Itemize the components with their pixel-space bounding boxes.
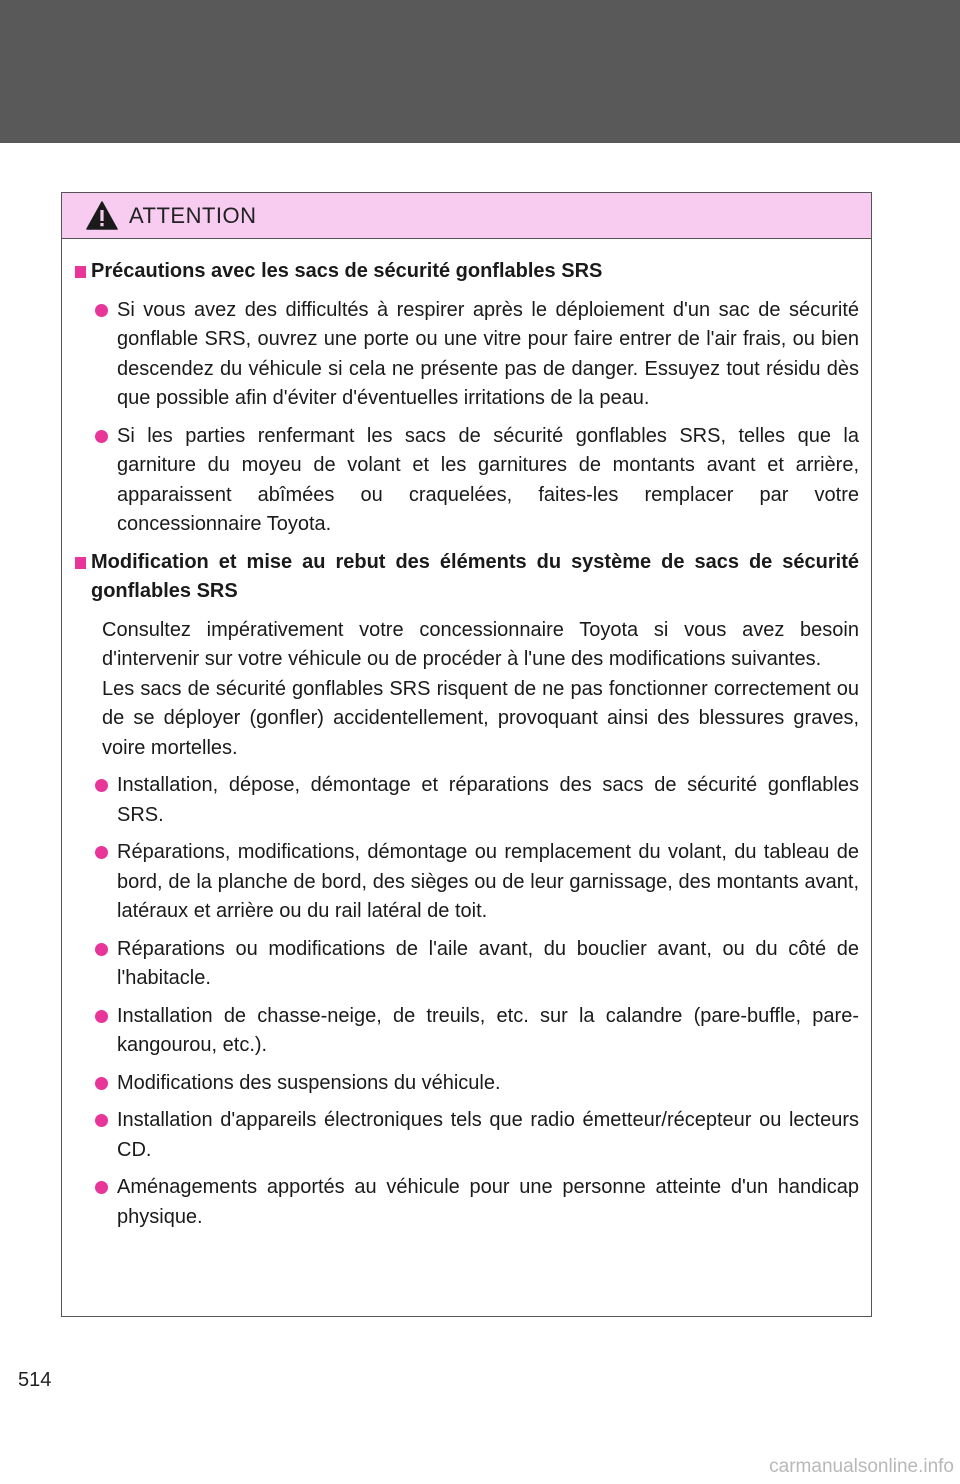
page-number: 514 — [18, 1369, 52, 1391]
list-item: Réparations, modifications, démontage ou remplacement du volant, du tableau de bord, de la planche de bord, des sièges ou de leur garnissage, des montants avant, latéraux et arrière ou du rail latéral de toit. — [95, 838, 859, 927]
dot-bullet-icon — [95, 1077, 108, 1090]
list-item: Aménagements apportés au véhicule pour une personne atteinte d'un handicap physique. — [95, 1173, 859, 1232]
square-bullet-icon — [75, 557, 86, 569]
watermark: carmanualsonline.info — [769, 1456, 954, 1477]
section-title: Modification et mise au rebut des éléments du système de sacs de sécurité gonflables SRS — [75, 548, 859, 607]
top-band — [0, 0, 960, 143]
attention-box — [61, 192, 872, 1317]
list-item: Installation de chasse-neige, de treuils, etc. sur la calandre (pare-buffle, pare-kangourou, etc.). — [95, 1002, 859, 1061]
list-item: Installation d'appareils électroniques tels que radio émetteur/récepteur ou lecteurs CD. — [95, 1106, 859, 1165]
warning-icon — [86, 201, 118, 230]
square-bullet-icon — [75, 266, 86, 278]
section-paragraph: Consultez impérativement votre concessionnaire Toyota si vous avez besoin d'intervenir sur votre véhicule ou de procéder à l'une des modifications suivantes. Les sacs de sécurité gonflables SRS risquent de ne pas fonctionner correctement ou de se déployer (gonfler) accidentellement, provoquant ainsi des blessures graves, voire mortelles. — [102, 618, 859, 759]
attention-header — [62, 193, 871, 239]
dot-bullet-icon — [95, 1114, 108, 1127]
dot-bullet-icon — [95, 430, 108, 443]
list-item: Si vous avez des difficultés à respirer après le déploiement d'un sac de sécurité gonflable SRS, ouvrez une porte ou une vitre pour faire entrer de l'air frais, ou bien descendez du véhicule si cela ne présente pas de danger. Essuyez tout résidu dès que possible afin d'éviter d'éventuelles irritations de la peau. — [95, 296, 859, 414]
dot-bullet-icon — [95, 1010, 108, 1023]
attention-body — [62, 239, 871, 1316]
dot-bullet-icon — [95, 943, 108, 956]
list-item: Modifications des suspensions du véhicule. — [95, 1069, 859, 1099]
list-item: Installation, dépose, démontage et réparations des sacs de sécurité gonflables SRS. — [95, 771, 859, 830]
list-item: Réparations ou modifications de l'aile avant, du bouclier avant, ou du côté de l'habitacle. — [95, 935, 859, 994]
list-item: Si les parties renfermant les sacs de sécurité gonflables SRS, telles que la garniture du moyeu de volant et les garnitures de montants avant et arrière, apparaissent abîmées ou craquelées, faites-les remplacer par votre concessionnaire Toyota. — [95, 422, 859, 540]
dot-bullet-icon — [95, 779, 108, 792]
dot-bullet-icon — [95, 846, 108, 859]
attention-title: ATTENTION — [129, 203, 257, 228]
dot-bullet-icon — [95, 1181, 108, 1194]
dot-bullet-icon — [95, 304, 108, 317]
section-title: Précautions avec les sacs de sécurité gonflables SRS — [75, 257, 859, 287]
